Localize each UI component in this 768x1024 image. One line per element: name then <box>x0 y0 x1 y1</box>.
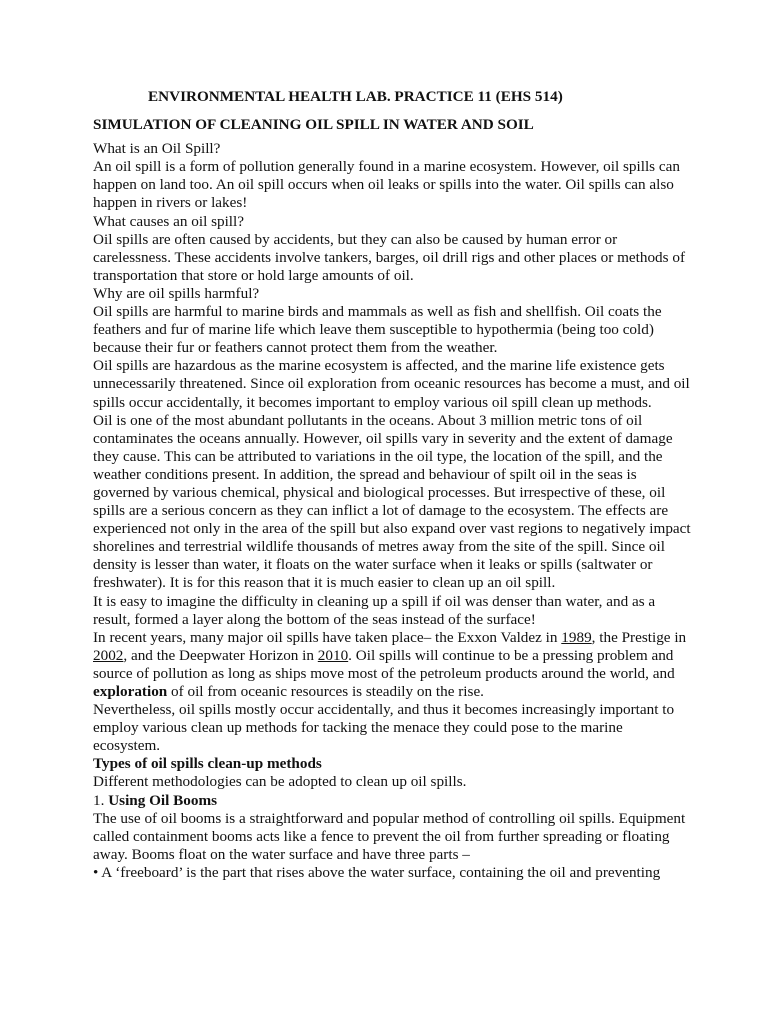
section-heading-types: Types of oil spills clean-up methods <box>93 755 322 773</box>
document-subtitle: SIMULATION OF CLEANING OIL SPILL IN WATER AND SOIL <box>93 116 534 134</box>
paragraph-types-intro: Different methodologies can be adopted to clean up oil spills. <box>93 773 467 791</box>
question-what-causes: What causes an oil spill? <box>93 212 244 230</box>
question-what-is-oil-spill: What is an Oil Spill? <box>93 140 221 158</box>
recent-text-3: , and the Deepwater Horizon in <box>123 646 318 664</box>
method-1-number: 1. <box>93 791 109 809</box>
document-body <box>93 88 693 882</box>
paragraph-hazardous-ecosystem: Oil spills are hazardous as the marine ecosystem is affected, and the marine life existence gets unnecessarily threatened. Since oil exploration from oceanic resources has become a must, and oil spills occur accidentally, it becomes important to employ various oil spill clean up methods. <box>93 357 690 411</box>
paragraph-causes: Oil spills are often caused by accidents, but they can also be caused by human error or carelessness. These accidents involve tankers, barges, oil drill rigs and other places or methods of transportation that store or hold large amounts of oil. <box>93 230 686 284</box>
recent-text-4: . Oil spills will continue to be a pressing problem and source of pollution as long as ships move most of the petroleum products around the world, and <box>93 646 675 682</box>
bold-exploration: exploration <box>93 683 168 700</box>
paragraph-pollutants-oceans: Oil is one of the most abundant pollutants in the oceans. About 3 million metric tons of oil contaminates the oceans annually. However, oil spills vary in severity and the extent of damage they cause. This can be attributed to variations in the oil type, the location of the spill, and the weather conditions present. In addition, the spread and behaviour of spilt oil in the seas is governed by various chemical, physical and biological processes. But irrespective of these, oil spills are a serious concern as they can inflict a lot of damage to the ecosystem. The effects are experienced not only in the area of the spill but also expand over vast regions to negatively impact shorelines and terrestrial wildlife thousands of metres away from the site of the spill. Since oil density is lesser than water, it floats on the water surface when it leaks or spills (saltwater or freshwater). It is for this reason that it is much easier to clean up an oil spill. <box>93 411 691 592</box>
link-year-2010[interactable]: 2010 <box>317 646 349 664</box>
paragraph-denser-than-water: It is easy to imagine the difficulty in cleaning up a spill if oil was denser than water, and as a result, formed a layer along the bottom of the seas instead of the surface! <box>93 592 656 628</box>
paragraph-harm-marine-life: Oil spills are harmful to marine birds and mammals as well as fish and shellfish. Oil coats the feathers and fur of marine life which leave them susceptible to hypothermia (being too cold) because their fur or feathers cannot protect them from the weather. <box>93 303 662 357</box>
recent-text-5: of oil from oceanic resources is steadily on the rise. <box>167 683 484 700</box>
recent-text-1: In recent years, many major oil spills have taken place– the Exxon Valdez in <box>93 628 562 646</box>
link-year-1989[interactable]: 1989 <box>561 628 592 646</box>
recent-text-2: , the Prestige in <box>591 628 687 646</box>
link-year-2002[interactable]: 2002 <box>93 646 124 664</box>
bullet-freeboard: • A ‘freeboard’ is the part that rises above the water surface, containing the oil and preventing <box>93 863 661 881</box>
document-title: ENVIRONMENTAL HEALTH LAB. PRACTICE 11 (EHS 514) <box>148 88 563 105</box>
method-1-title: Using Oil Booms <box>108 791 218 809</box>
method-1-heading <box>93 792 693 810</box>
question-why-harmful: Why are oil spills harmful? <box>93 284 260 302</box>
paragraph-oil-booms: The use of oil booms is a straightforward and popular method of controlling oil spills. Equipment called containment booms acts like a fence to prevent the oil from further spreading or floating away. Booms float on the water surface and have three parts – <box>93 809 686 863</box>
paragraph-recent-spills <box>93 629 693 701</box>
paragraph-oil-spill-definition: An oil spill is a form of pollution generally found in a marine ecosystem. However, oil spills can happen on land too. An oil spill occurs when oil leaks or spills into the water. Oil spills can also happen in rivers or lakes! <box>93 158 680 212</box>
paragraph-nevertheless: Nevertheless, oil spills mostly occur accidentally, and thus it becomes increasingly important to employ various clean up methods for tacking the menace they could pose to the marine ecosystem. <box>93 701 675 755</box>
